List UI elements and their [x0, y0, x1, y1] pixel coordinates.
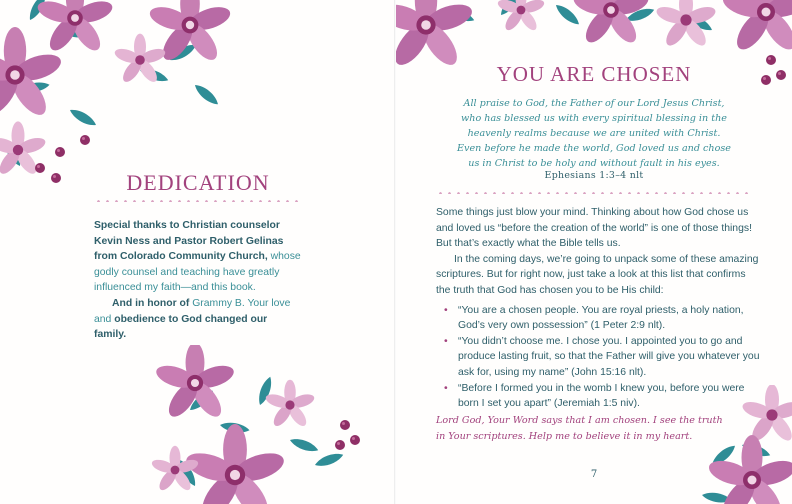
page-number: 7	[590, 469, 598, 480]
dedication-title: DEDICATION	[126, 170, 270, 195]
right-page	[396, 0, 792, 504]
list-item-text: “You are a chosen people. You are royal priests, a holy nation, God’s very own possession” (1 Peter 2:9 nlt).	[458, 304, 744, 332]
bullet-icon: •	[444, 335, 448, 347]
scripture-reference: Ephesians 1:3–4 nlt	[544, 170, 644, 181]
verse-line: Even before he made the world, God loved us and chose	[457, 143, 731, 154]
bullet-icon: •	[444, 304, 448, 316]
dedication-thanks-cont: whose godly counsel and teaching have greatly influenced my faith—and this book.	[94, 251, 301, 294]
verse-line: heavenly realms because we are united with Christ.	[467, 128, 721, 139]
prayer-line: in Your scriptures. Help me to believe it in my heart.	[436, 431, 693, 442]
flower-cluster-bottom-right	[692, 385, 792, 504]
section-divider	[436, 192, 752, 194]
list-item-text: “Before I formed you in the womb I knew you, before you were born I set you apart” (Jeremiah 1:5 niv).	[458, 382, 745, 410]
scripture-quote	[436, 96, 752, 171]
list-item	[436, 303, 762, 334]
list-item	[436, 334, 762, 381]
body-paragraph: In the coming days, we’re going to unpack some of these amazing scriptures. But for right now, just take a look at this list that confirms the truth that God has chosen you to be His child:	[436, 253, 759, 296]
title-divider	[94, 200, 300, 202]
dedication-honor-c: obedience to God changed our family.	[94, 313, 268, 341]
chapter-title: YOU ARE CHOSEN	[496, 62, 692, 86]
dedication-honor-a: And in honor of	[112, 297, 193, 309]
list-item-text: “You didn’t choose me. I chose you. I appointed you to go and produce lasting fruit, so that the Father will give you whatever you ask for, using my name” (John 15:16 nlt).	[458, 335, 760, 378]
bullet-icon: •	[444, 382, 448, 394]
verse-line: us in Christ to be holy and without fault in his eyes.	[468, 158, 720, 169]
body-text	[436, 205, 762, 412]
body-paragraph: Some things just blow your mind. Thinking about how God chose us and loved us “before the creation of the world” is one of those things! But that’s exactly what the Bible tells us.	[436, 207, 752, 250]
verse-line: who has blessed us with every spiritual blessing in the	[461, 113, 727, 124]
dedication-thanks: Special thanks to Christian counselor Kevin Ness and Pastor Robert Gelinas from Colorado Community Church,	[94, 220, 284, 263]
prayer-line: Lord God, Your Word says that I am chosen. I see the truth	[436, 415, 723, 426]
flower-cluster-bottom-left	[140, 345, 396, 504]
dedication-honor-b: Grammy B. Your love and	[94, 297, 291, 325]
verse-line: All praise to God, the Father of our Lord Jesus Christ,	[463, 98, 725, 109]
dedication-text	[94, 218, 302, 343]
